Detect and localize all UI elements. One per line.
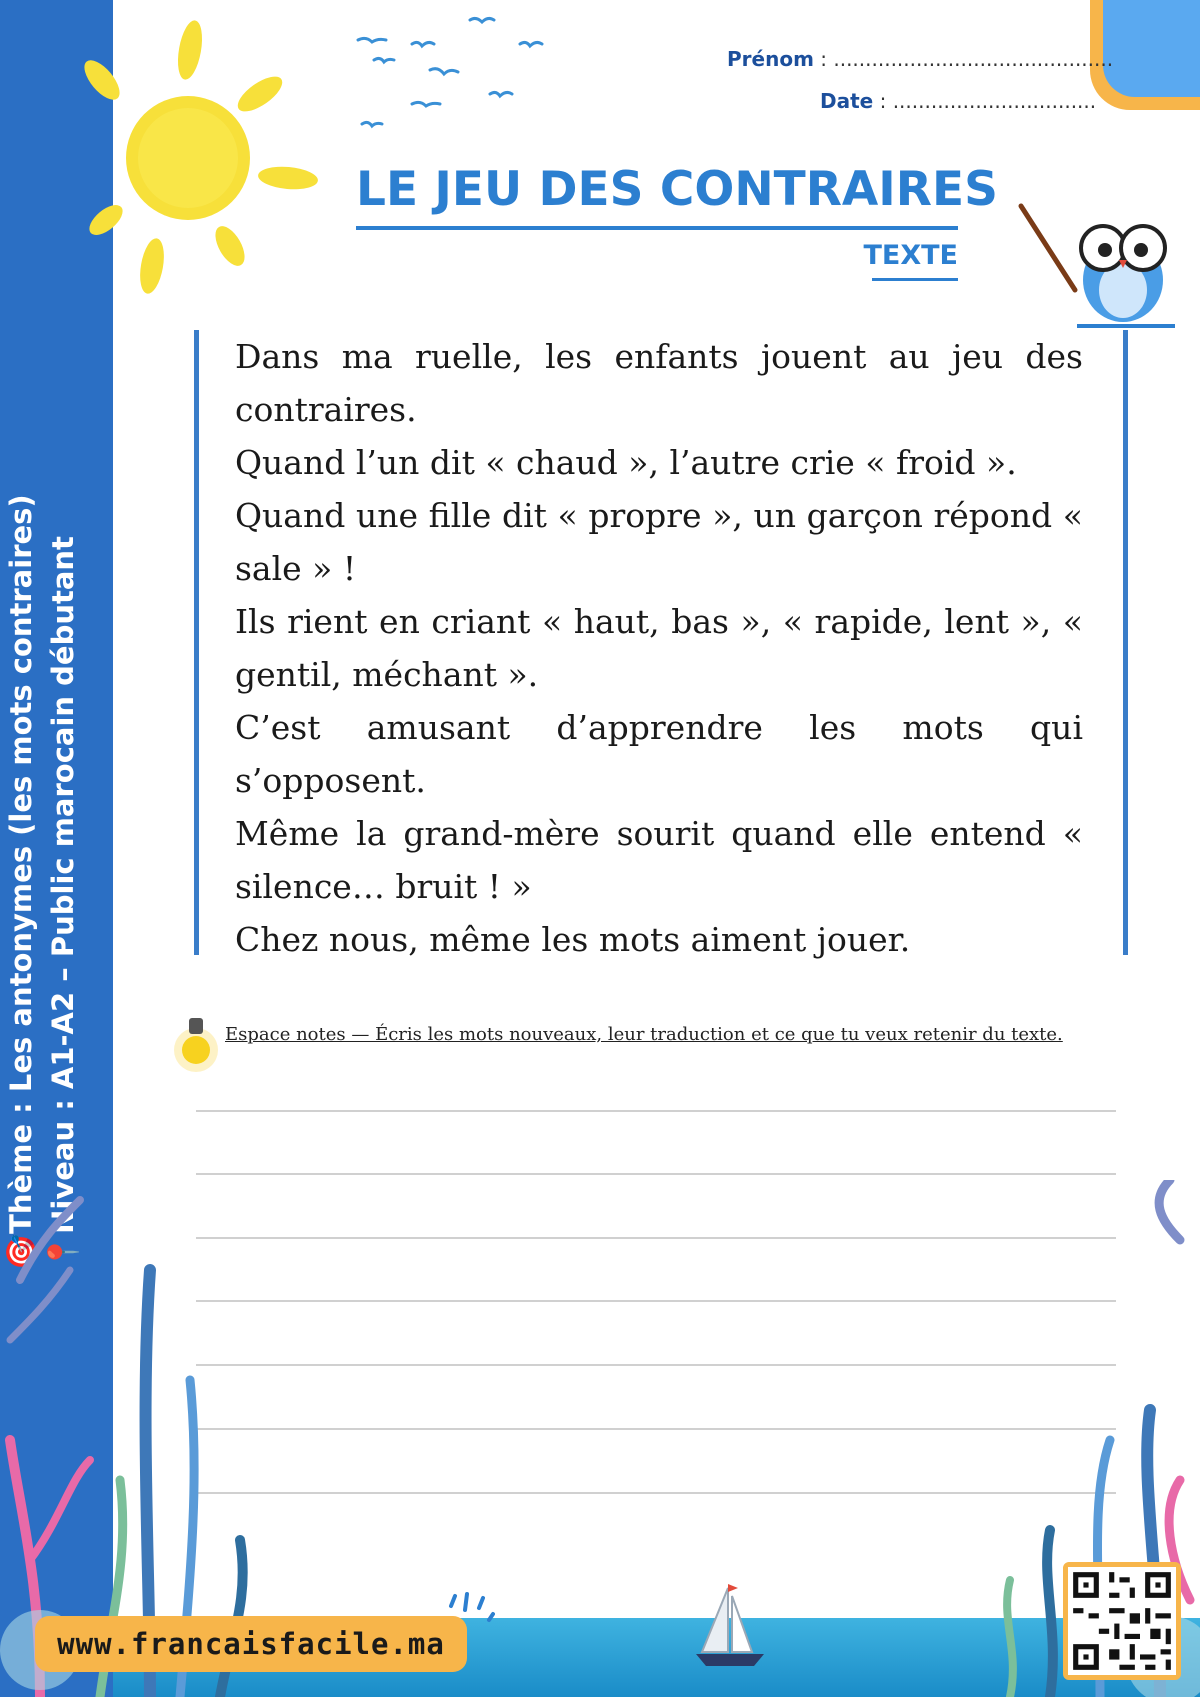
website-badge[interactable] [35,1616,467,1672]
note-line[interactable] [196,1173,1116,1175]
paragraph: Chez nous, même les mots aiment jouer. [235,920,911,959]
paragraph: Quand l’un dit « chaud », l’autre crie « froid ». [235,443,1017,482]
subtitle-underline [872,278,958,281]
lightbulb-icon [170,1012,222,1078]
sidebar-info [0,270,112,1270]
paragraph: Même la grand-mère sourit quand elle entend « silence… bruit ! » [235,814,1083,906]
section-subtitle: TEXTE [863,240,958,271]
note-line[interactable] [196,1110,1116,1112]
paragraph: C’est amusant d’apprendre les mots qui s’opposent. [235,708,1083,800]
date-label: Date [820,89,874,113]
notes-instruction: Espace notes — Écris les mots nouveaux, leur traduction et ce que tu veux retenir du texte. [225,1024,1063,1045]
date-field[interactable] [820,89,1096,113]
reading-text-box [194,330,1128,959]
prenom-label: Prénom [727,47,814,71]
page-title: LE JEU DES CONTRAIRES [356,162,998,217]
paragraph: Ils rient en criant « haut, bas », « rapide, lent », « gentil, méchant ». [235,602,1083,694]
date-dots: : ................................ [873,89,1097,113]
theme-label: 🎯Thème : Les antonymes (les mots contraires) [4,494,38,1270]
birds-icon [350,10,570,140]
level-label: 📍Niveau : A1-A2 – Public marocain débutant [46,536,80,1270]
qr-code-icon [1063,1562,1181,1680]
paragraph: Quand une fille dit « propre », un garçon répond « sale » ! [235,496,1083,588]
paragraph: Dans ma ruelle, les enfants jouent au jeu des contraires. [235,337,1083,429]
website-link[interactable]: www.francaisfacile.ma [57,1627,445,1661]
owl-icon [1015,190,1175,330]
prenom-field[interactable] [727,47,1113,71]
prenom-dots: : ............................................ [813,47,1114,71]
sun-icon [80,10,320,300]
title-underline [356,226,958,230]
sailboat-icon [690,1580,770,1670]
reading-text [235,330,1083,966]
